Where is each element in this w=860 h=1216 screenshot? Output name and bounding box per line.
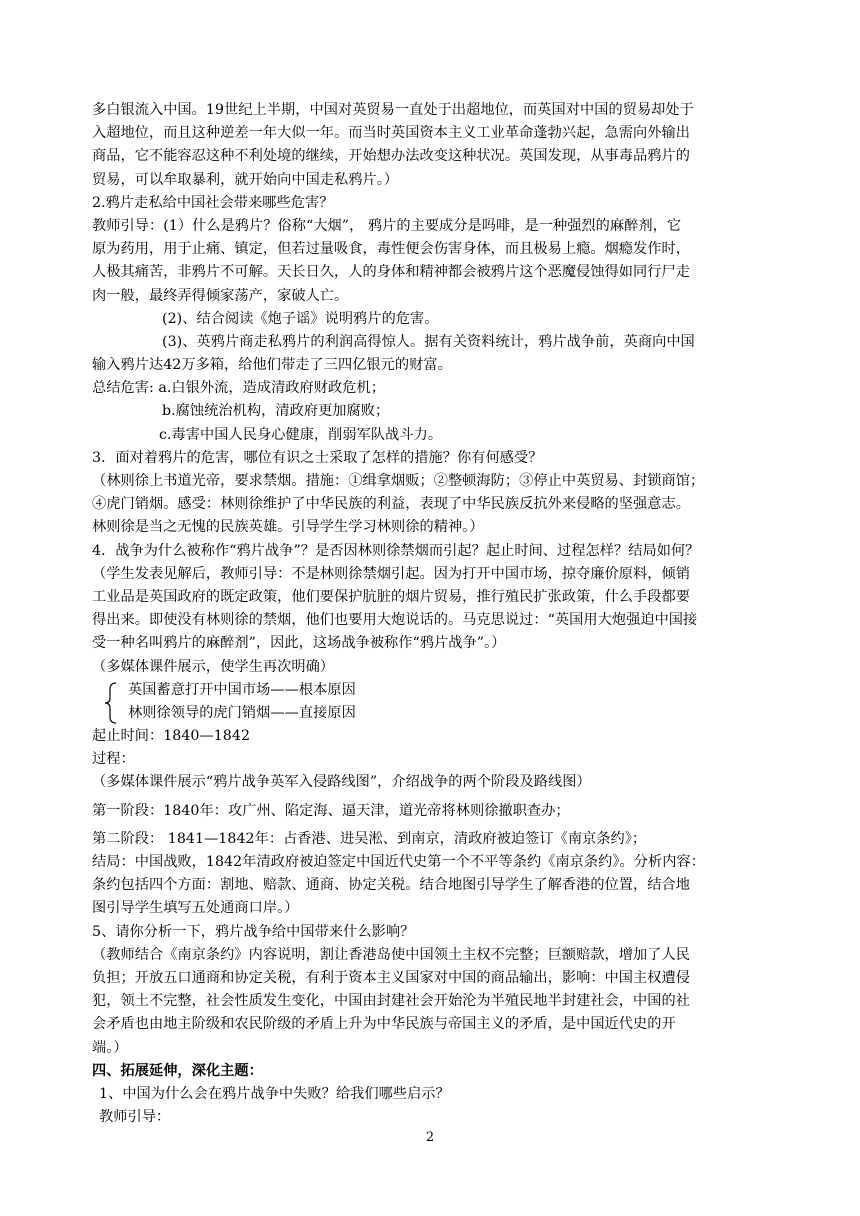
text-line: 负担；开放五口通商和协定关税，有利于资本主义国家对中国的商品输出，影响：中国主权遭侵 bbox=[92, 969, 690, 986]
text-line: 林则徐是当之无愧的民族英雄。引导学生学习林则徐的精神。） bbox=[92, 519, 484, 536]
text-line: (3)、英鸦片商走私鸦片的利润高得惊人。据有关资料统计，鸦片战争前，英商向中国 bbox=[162, 333, 695, 350]
text-line: 人极其痛苦，非鸦片不可解。天长日久，人的身体和精神都会被鸦片这个恶魔侵蚀得如同行尸走 bbox=[92, 264, 690, 281]
root-cause-line: 英国蓄意打开中国市场——根本原因 bbox=[128, 681, 356, 698]
summary-line: b.腐蚀统治机构，清政府更加腐败； bbox=[162, 403, 390, 420]
text-line: 输入鸦片达42万多箱，给他们带走了三四亿银元的财富。 bbox=[92, 357, 452, 374]
text-line: 条约包括四个方面：割地、赔款、通商、协定关税。结合地图引导学生了解香港的位置，结合地 bbox=[92, 877, 690, 894]
text-line: 第一阶段：1840年：攻广州、陷定海、逼天津，道光帝将林则徐撤职查办； bbox=[92, 802, 570, 819]
text-line: 第二阶段： 1841—1842年：占香港、进吴淞、到南京，清政府被迫签订《南京条约》； bbox=[92, 830, 647, 847]
text-line: 贸易，可以牟取暴利，就开始向中国走私鸦片。） bbox=[92, 171, 399, 188]
text-line: 教师引导：(1）什么是鸦片？俗称“大烟”， 鸦片的主要成分是吗啡，是一种强烈的麻醉剂，它 bbox=[92, 217, 682, 234]
text-line: 教师引导： bbox=[99, 1109, 171, 1126]
text-line: 原为药用，用于止痛、镇定，但若过量吸食，毒性便会伤害身体，而且极易上瘾。烟瘾发作时， bbox=[92, 241, 690, 258]
text-line: （多媒体课件展示“鸦片战争英军入侵路线图”，介绍战争的两个阶段及路线图） bbox=[92, 774, 591, 791]
text-line: （教师结合《南京条约》内容说明，割让香港岛使中国领土主权不完整；巨额赔款，增加了人民 bbox=[92, 946, 690, 963]
text-line: 图引导学生填写五处通商口岸。） bbox=[92, 900, 299, 917]
section-heading: 四、拓展延伸，深化主题： bbox=[92, 1062, 263, 1079]
curly-brace-icon bbox=[102, 681, 124, 725]
text-line: （多媒体课件展示，使学生再次明确） bbox=[92, 658, 335, 675]
text-line: (2)、结合阅读《炮子谣》说明鸦片的危害。 bbox=[162, 310, 439, 327]
text-line: 工业品是英国政府的既定政策，他们要保护肮脏的烟片贸易，推行殖民扩张政策，什么手段都要 bbox=[92, 588, 690, 605]
page-body bbox=[92, 99, 774, 1129]
text-line: 受一种名叫鸦片的麻醉剂”，因此，这场战争被称作“鸦片战争”。） bbox=[92, 635, 506, 652]
text-line: ④虎门销烟。感受：林则徐维护了中华民族的利益，表现了中华民族反抗外来侵略的坚强意志。 bbox=[92, 496, 690, 513]
question-heading: 5、请你分析一下，鸦片战争给中国带来什么影响？ bbox=[92, 923, 415, 940]
text-line: 肉一般，最终弄得倾家荡产，家破人亡。 bbox=[92, 287, 349, 304]
text-line: 起止时间：1840—1842 bbox=[92, 728, 251, 745]
direct-cause-line: 林则徐领导的虎门销烟——直接原因 bbox=[128, 704, 356, 721]
text-line: 犯，领土不完整，社会性质发生变化，中国由封建社会开始沦为半殖民地半封建社会，中国的社 bbox=[92, 993, 690, 1010]
text-line: 多白银流入中国。19世纪上半期，中国对英贸易一直处于出超地位，而英国对中国的贸易却处于 bbox=[92, 102, 694, 118]
cause-group bbox=[92, 679, 774, 725]
question-heading: 1、中国为什么会在鸦片战争中失败？给我们哪些启示？ bbox=[99, 1085, 450, 1102]
question-heading: 3．面对着鸦片的危害，哪位有识之士采取了怎样的措施？你有何感受？ bbox=[92, 449, 543, 466]
text-line: 端。） bbox=[92, 1039, 128, 1056]
page-number: 2 bbox=[425, 1130, 435, 1145]
question-heading: 4．战争为什么被称作“鸦片战争”？是否因林则徐禁烟而引起？起止时间、过程怎样？结局如何？ bbox=[92, 542, 700, 559]
text-line: （学生发表见解后，教师引导：不是林则徐禁烟引起。因为打开中国市场，掠夺廉价原料，倾销 bbox=[92, 565, 690, 582]
text-line: 得出来。即使没有林则徐的禁烟，他们也要用大炮说话的。马克思说过：“英国用大炮强迫中国接 bbox=[92, 612, 698, 629]
summary-line: 总结危害: a.白银外流，造成清政府财政危机； bbox=[92, 380, 385, 397]
text-line: 会矛盾也由地主阶级和农民阶级的矛盾上升为中华民族与帝国主义的矛盾，是中国近代史的开 bbox=[92, 1016, 676, 1033]
summary-line: c.毒害中国人民身心健康，削弱军队战斗力。 bbox=[159, 426, 443, 443]
text-line: 过程： bbox=[92, 751, 135, 768]
question-heading: 2.鸦片走私给中国社会带来哪些危害？ bbox=[92, 194, 334, 211]
text-line: 结局：中国战败，1842年清政府被迫签定中国近代史第一个不平等条约《南京条约》。分析内容： bbox=[92, 854, 705, 870]
text-line: 商品，它不能容忍这种不利处境的继续，开始想办法改变这种状况。英国发现，从事毒品鸦片的 bbox=[92, 148, 690, 165]
text-line: （林则徐上书道光帝，要求禁烟。措施：①缉拿烟贩；②整顿海防；③停止中英贸易、封锁商馆； bbox=[92, 473, 705, 489]
text-line: 入超地位，而且这种逆差一年大似一年。而当时英国资本主义工业革命蓬勃兴起，急需向外输出 bbox=[92, 125, 690, 142]
